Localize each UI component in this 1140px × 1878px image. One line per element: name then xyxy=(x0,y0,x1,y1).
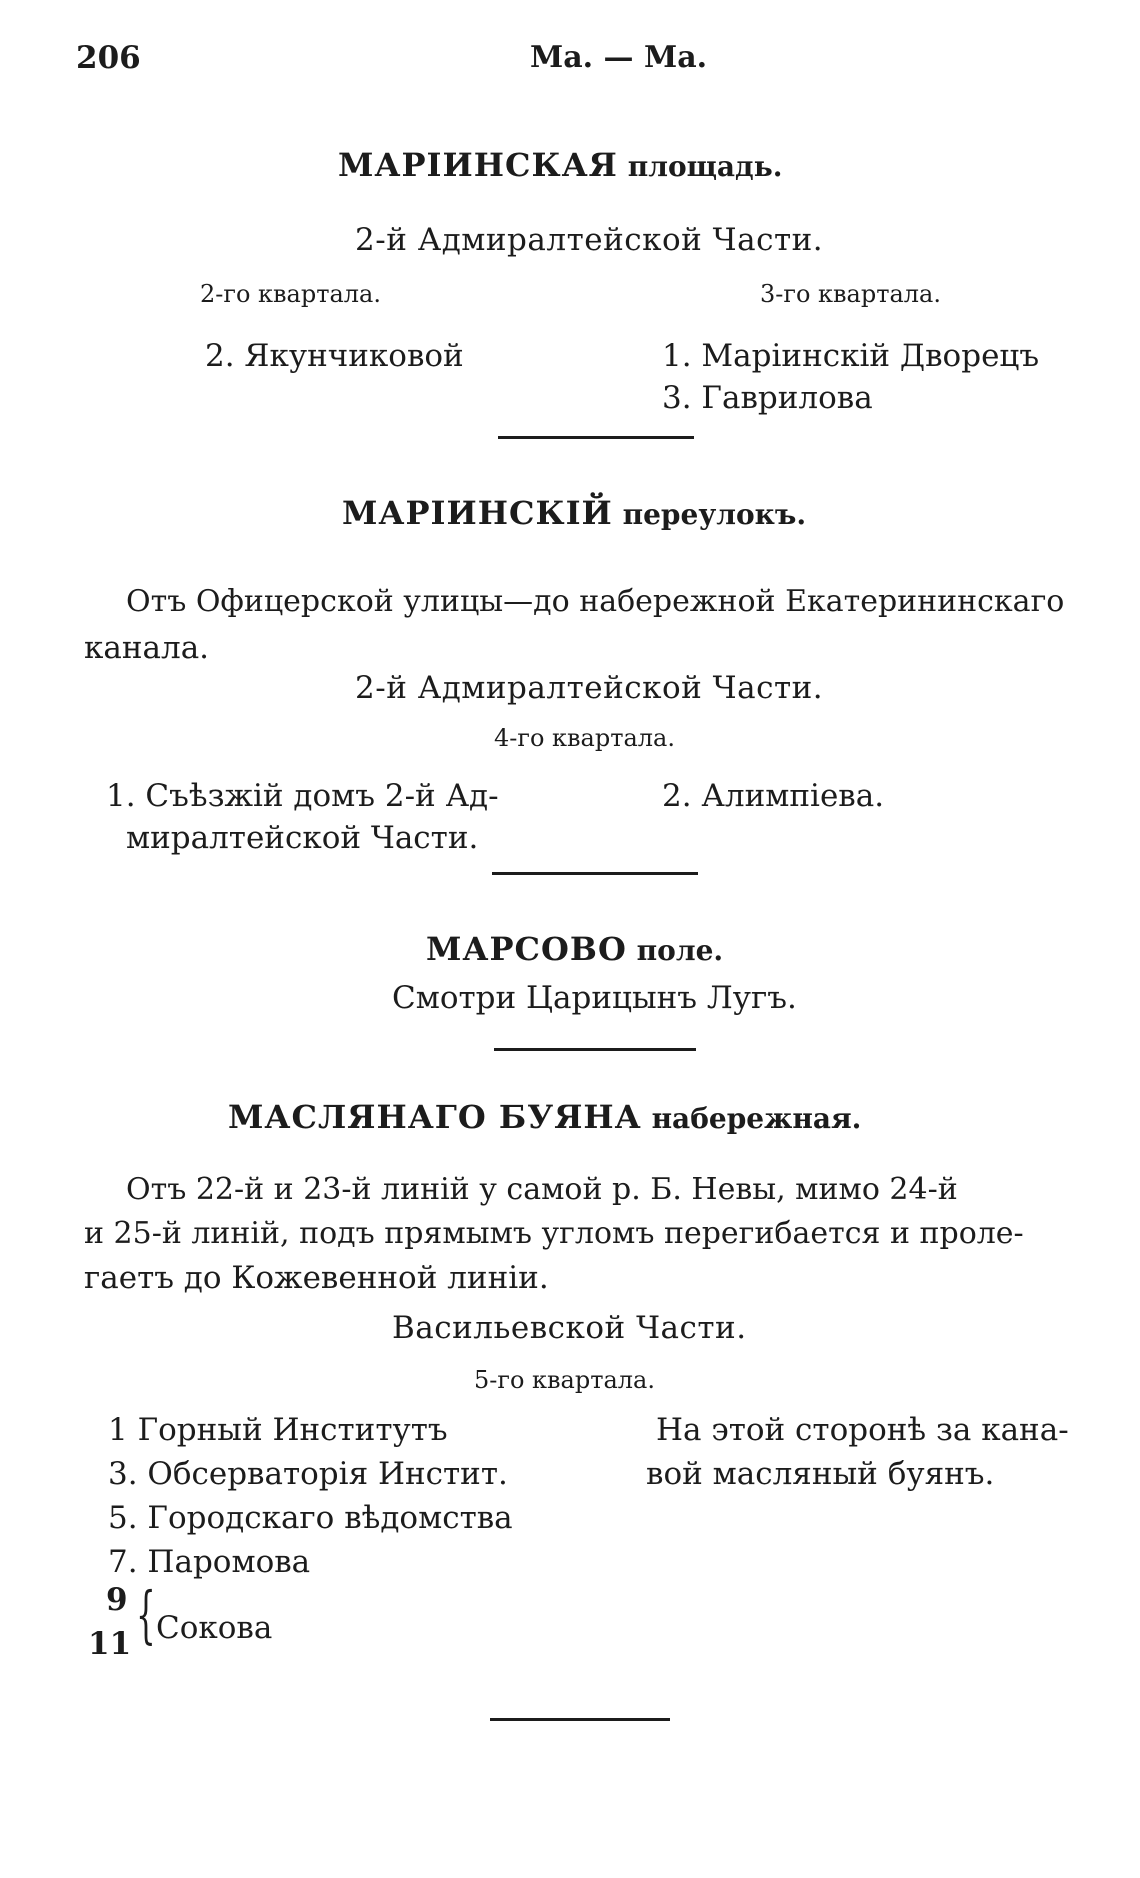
brace-glyph: { xyxy=(136,1578,156,1651)
divider xyxy=(494,1048,696,1051)
list-item: 1. Маріинскій Дворецъ xyxy=(662,338,1040,374)
description-line: Отъ 22-й и 23-й линій у самой р. Б. Невы, мимо 24-й xyxy=(126,1172,958,1207)
side-note-line: вой масляный буянъ. xyxy=(646,1456,995,1492)
quarter-heading-right: 3-го квартала. xyxy=(760,280,941,308)
list-item: 5. Городскаго вѣдомства xyxy=(108,1500,513,1536)
description-line: Отъ Офицерской улицы—до набережной Екатерининскаго xyxy=(126,584,1065,619)
section-title-mariinsky-lane xyxy=(342,494,806,532)
title-main: МАСЛЯНАГО БУЯНА xyxy=(228,1098,642,1136)
quarter-heading: 4-го квартала. xyxy=(494,724,675,752)
section-title-maslyanago-buyana xyxy=(228,1098,861,1136)
list-item: Сокова xyxy=(156,1610,273,1646)
list-item: 3. Гаврилова xyxy=(662,380,873,416)
section-title-marsovo-pole xyxy=(426,930,723,968)
quarter-heading-left: 2-го квартала. xyxy=(200,280,381,308)
title-main: МАРІИНСКАЯ xyxy=(338,146,618,184)
list-item: 2. Алимпіева. xyxy=(662,778,885,814)
brace-number: 11 xyxy=(88,1626,132,1662)
brace-number: 9 xyxy=(106,1582,128,1618)
part-heading: Васильевской Части. xyxy=(392,1310,747,1346)
part-heading: 2-й Адмиралтейской Части. xyxy=(355,222,824,258)
running-head: Ма. — Ма. xyxy=(530,40,708,75)
divider xyxy=(490,1718,670,1721)
divider xyxy=(492,872,698,875)
list-item-continuation: миралтейской Части. xyxy=(126,820,479,856)
side-note-line: На этой сторонѣ за кана- xyxy=(656,1412,1069,1448)
title-rest: поле. xyxy=(636,934,724,967)
section-title-mariinskaya-square xyxy=(338,146,782,184)
description-line: канала. xyxy=(84,630,210,666)
list-item: 1 Горный Институтъ xyxy=(108,1412,448,1448)
title-main: МАРІИНСКІЙ xyxy=(342,494,613,532)
see-also-reference: Смотри Царицынъ Лугъ. xyxy=(392,980,797,1016)
title-rest: набережная. xyxy=(651,1102,862,1135)
list-item: 3. Обсерваторія Инстит. xyxy=(108,1456,508,1492)
part-heading: 2-й Адмиралтейской Части. xyxy=(355,670,824,706)
list-item: 7. Паромова xyxy=(108,1544,311,1580)
page-number: 206 xyxy=(76,40,141,76)
quarter-heading: 5-го квартала. xyxy=(474,1366,655,1394)
description-line: и 25-й линій, подъ прямымъ угломъ перегибается и проле- xyxy=(84,1216,1024,1251)
list-item: 2. Якунчиковой xyxy=(205,338,464,374)
description-line: гаетъ до Кожевенной линіи. xyxy=(84,1260,549,1296)
title-main: МАРСОВО xyxy=(426,930,627,968)
title-rest: переулокъ. xyxy=(622,498,807,531)
divider xyxy=(498,436,694,439)
list-item: 1. Съѣзжій домъ 2-й Ад- xyxy=(106,778,499,814)
title-rest: площадь. xyxy=(627,150,783,183)
